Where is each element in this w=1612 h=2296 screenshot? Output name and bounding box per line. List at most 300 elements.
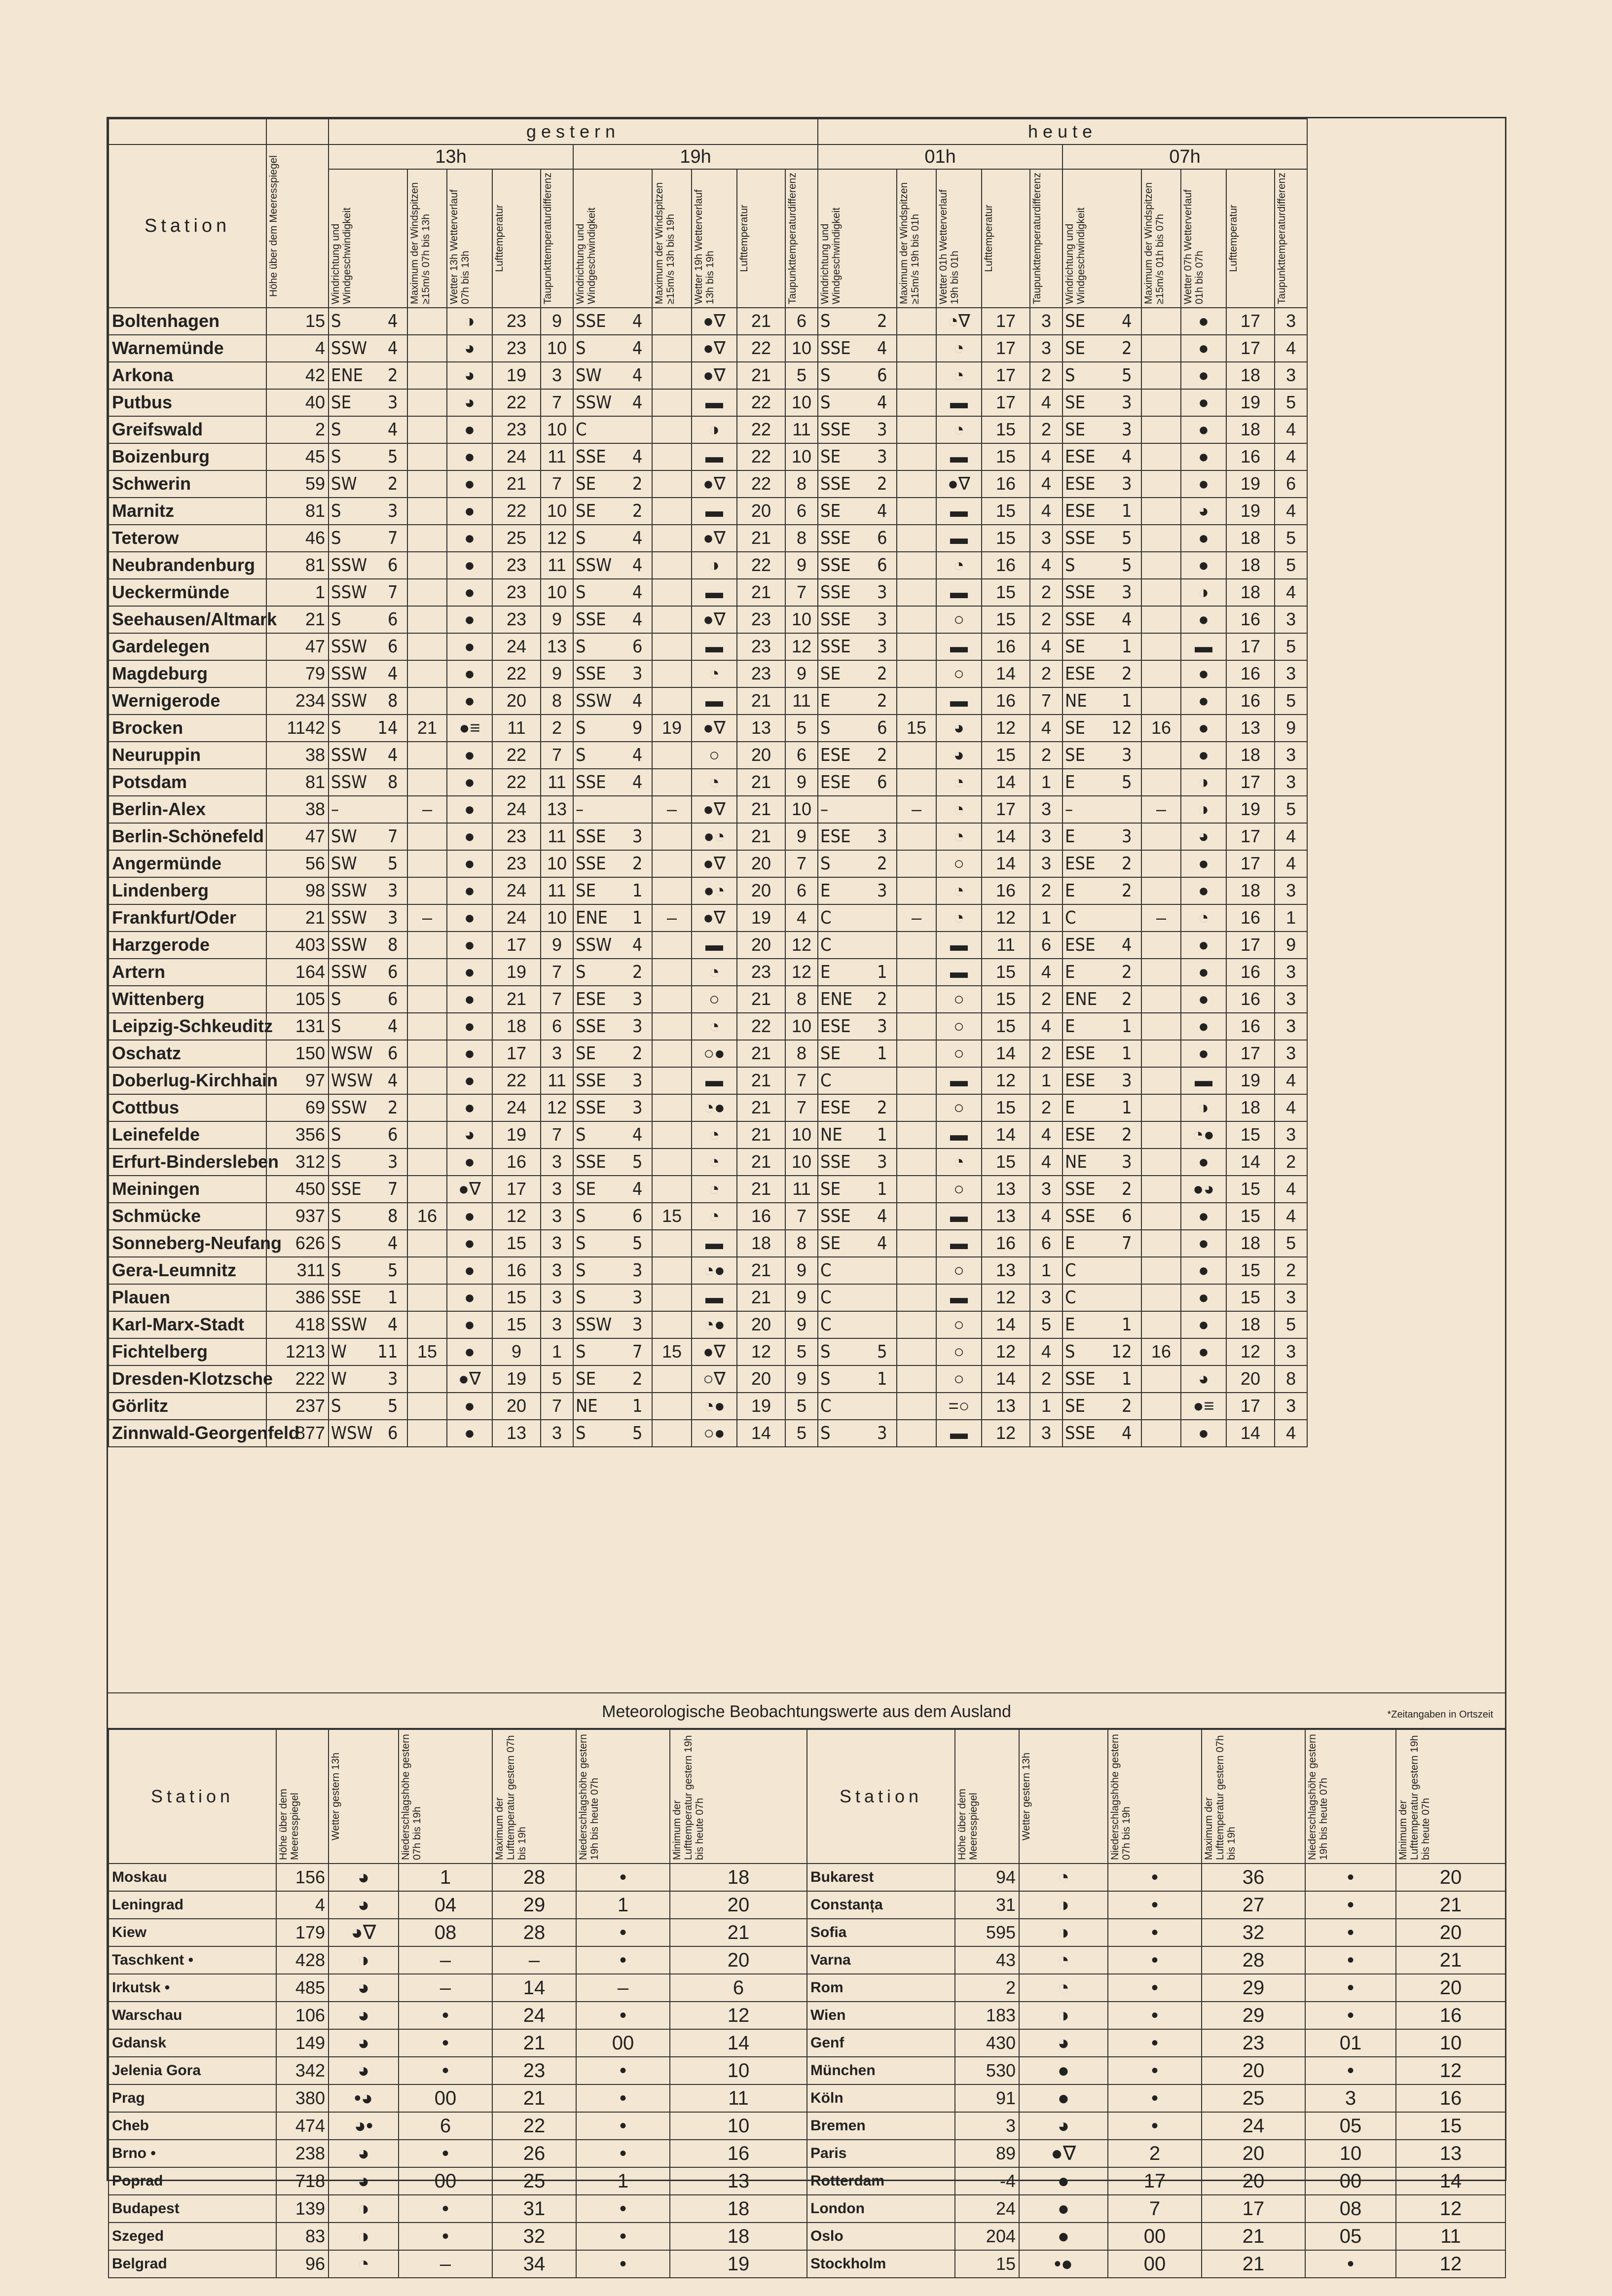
dewpoint-diff-cell: 5 [1275, 796, 1307, 823]
weather-symbol: ◔ [936, 796, 982, 823]
station-row [109, 416, 1307, 443]
weather-symbol: ● [1181, 1257, 1226, 1284]
gust-cell [897, 389, 936, 416]
weather-symbol: ▬ [692, 1230, 737, 1257]
gust-cell [1141, 769, 1181, 796]
gust-cell: – [652, 796, 692, 823]
wind-cell: SE 3 [1062, 416, 1141, 443]
abroad-precip-night: • [1305, 2057, 1396, 2084]
abroad-row [807, 2167, 1505, 2195]
gust-cell: 15 [652, 1338, 692, 1365]
station-name: Karl-Marx-Stadt [109, 1311, 266, 1338]
weather-symbol: ○ [936, 1040, 982, 1067]
weather-symbol: ● [1181, 389, 1226, 416]
gust-cell [1141, 1067, 1181, 1094]
dewpoint-diff-cell: 3 [1275, 1040, 1307, 1067]
temperature-cell: 23 [492, 606, 541, 633]
wind-cell: SSW 6 [329, 633, 407, 660]
gust-cell [897, 687, 936, 715]
wind-cell: S 4 [573, 525, 652, 552]
abroad-weather: ◑ [329, 2223, 399, 2250]
weather-symbol: ◔ [692, 1203, 737, 1230]
abroad-min-temp: 13 [670, 2167, 807, 2195]
dewpoint-diff-cell: 6 [1030, 1230, 1062, 1257]
gust-cell [897, 1013, 936, 1040]
abroad-table-right [806, 1729, 1506, 2278]
abroad-note: *Zeitangaben in Ortszeit [1387, 1709, 1493, 1720]
gust-cell [897, 1284, 936, 1311]
temperature-cell: 20 [737, 742, 785, 769]
abroad-weather: ● [1019, 2084, 1108, 2112]
wind-cell: S 8 [329, 1203, 407, 1230]
weather-symbol: ● [447, 796, 492, 823]
temperature-cell: 16 [1226, 443, 1275, 470]
temperature-cell: 15 [492, 1311, 541, 1338]
wind-cell: S 4 [818, 389, 897, 416]
wind-cell: SE 4 [818, 498, 897, 525]
weather-symbol: ● [447, 1067, 492, 1094]
weather-symbol: ▬ [936, 525, 982, 552]
weather-symbol: ● [447, 443, 492, 470]
col-header-c19-0: Windrichtung und Windgeschwindigkeit [573, 169, 652, 308]
wind-cell: E 2 [1062, 959, 1141, 986]
weather-symbol: ▬ [692, 389, 737, 416]
gust-cell [1141, 1094, 1181, 1121]
gust-cell: – [652, 904, 692, 932]
abroad-height: 149 [276, 2029, 329, 2057]
wind-cell: SE 2 [573, 470, 652, 498]
abroad-weather: •◕ [329, 2084, 399, 2112]
wind-cell: SSW 8 [329, 687, 407, 715]
wind-cell: C [818, 1284, 897, 1311]
wind-cell: ESE 3 [818, 1013, 897, 1040]
abroad-height: 474 [276, 2112, 329, 2140]
abroad-height: 24 [955, 2195, 1019, 2223]
gust-cell [1141, 1148, 1181, 1176]
dewpoint-diff-cell: 2 [1030, 362, 1062, 389]
dewpoint-diff-cell: 3 [1275, 877, 1307, 904]
abroad-row [807, 2112, 1505, 2140]
dewpoint-diff-cell: 5 [785, 362, 818, 389]
station-height: 47 [266, 633, 329, 660]
wind-cell: ESE 2 [1062, 660, 1141, 687]
station-row [109, 1148, 1307, 1176]
dewpoint-diff-cell: 11 [541, 877, 573, 904]
gust-cell [897, 362, 936, 389]
abroad-col-header: Niederschlagshöhe gestern 07h bis 19h [399, 1729, 492, 1864]
station-row [109, 823, 1307, 850]
weather-symbol: ● [447, 660, 492, 687]
abroad-weather: ◔ [1019, 1864, 1108, 1891]
wind-cell: E 1 [1062, 1311, 1141, 1338]
wind-cell: SSE 3 [573, 1013, 652, 1040]
gust-cell [1141, 416, 1181, 443]
weather-symbol: ○ [936, 606, 982, 633]
gust-cell [1141, 1393, 1181, 1420]
station-height: 38 [266, 796, 329, 823]
weather-symbol: ◑ [692, 552, 737, 579]
wind-cell: S 3 [573, 1284, 652, 1311]
weather-symbol: ▬ [692, 932, 737, 959]
abroad-min-temp: 16 [670, 2140, 807, 2167]
abroad-station: Cheb [109, 2112, 276, 2140]
weather-symbol: ◑ [447, 308, 492, 335]
abroad-max-temp: 28 [492, 1919, 576, 1946]
weather-symbol: ◕ [936, 715, 982, 742]
gust-cell [407, 1420, 447, 1447]
abroad-precip-day: • [399, 2223, 492, 2250]
temperature-cell: 17 [492, 1040, 541, 1067]
wind-cell: SSE 3 [573, 660, 652, 687]
temperature-cell: 16 [982, 470, 1030, 498]
wind-cell: C [1062, 1257, 1141, 1284]
weather-symbol: =○ [936, 1393, 982, 1420]
dewpoint-diff-cell: 3 [1030, 525, 1062, 552]
dewpoint-diff-cell: 3 [1030, 850, 1062, 877]
wind-cell: S 4 [329, 416, 407, 443]
temperature-cell: 13 [982, 1257, 1030, 1284]
wind-cell: SSE 3 [818, 416, 897, 443]
weather-symbol: ● [447, 850, 492, 877]
weather-symbol: ○● [692, 1040, 737, 1067]
heute-header: heute [818, 119, 1307, 144]
weather-symbol: ▬ [936, 1203, 982, 1230]
abroad-station: Jelenia Gora [109, 2057, 276, 2084]
gust-cell [897, 525, 936, 552]
station-name: Doberlug-Kirchhain [109, 1067, 266, 1094]
dewpoint-diff-cell: 1 [541, 1338, 573, 1365]
temperature-cell: 23 [737, 606, 785, 633]
temperature-cell: 21 [737, 1284, 785, 1311]
weather-symbol: ▬ [692, 1284, 737, 1311]
temperature-cell: 20 [737, 932, 785, 959]
abroad-max-temp: 20 [1202, 2167, 1305, 2195]
weather-symbol: ▬ [692, 687, 737, 715]
weather-symbol: ▬ [692, 443, 737, 470]
gust-cell: 16 [1141, 1338, 1181, 1365]
station-height: 98 [266, 877, 329, 904]
weather-symbol: ◔ [936, 877, 982, 904]
abroad-height: 31 [955, 1891, 1019, 1919]
station-name: Gardelegen [109, 633, 266, 660]
dewpoint-diff-cell: 2 [1275, 1257, 1307, 1284]
abroad-min-temp: 15 [1396, 2112, 1505, 2140]
weather-symbol: ● [1181, 308, 1226, 335]
temperature-cell: 23 [492, 552, 541, 579]
abroad-station: München [807, 2057, 955, 2084]
abroad-min-temp: 12 [1396, 2057, 1505, 2084]
abroad-precip-night: • [576, 2223, 670, 2250]
station-height: 1142 [266, 715, 329, 742]
abroad-height: 96 [276, 2250, 329, 2278]
abroad-max-temp: – [492, 1946, 576, 1974]
gust-cell [652, 959, 692, 986]
gust-cell [407, 443, 447, 470]
dewpoint-diff-cell: 7 [785, 850, 818, 877]
time-07h-header: 07h [1062, 144, 1307, 169]
temperature-cell: 22 [737, 389, 785, 416]
station-height: 356 [266, 1121, 329, 1148]
abroad-row [109, 1864, 807, 1891]
abroad-height: 2 [955, 1974, 1019, 2002]
station-height: 81 [266, 552, 329, 579]
dewpoint-diff-cell: 4 [1030, 1203, 1062, 1230]
wind-cell: C [1062, 904, 1141, 932]
abroad-station: Irkutsk • [109, 1974, 276, 2002]
station-height: 21 [266, 904, 329, 932]
weather-symbol: ▬ [936, 1067, 982, 1094]
dewpoint-diff-cell: 10 [785, 1013, 818, 1040]
temperature-cell: 16 [982, 552, 1030, 579]
abroad-weather: ◕ [329, 2029, 399, 2057]
wind-cell: C [1062, 1284, 1141, 1311]
wind-cell: SE 2 [573, 498, 652, 525]
col-header-c13-0: Windrichtung und Windgeschwindigkeit [329, 169, 407, 308]
temperature-cell: 9 [492, 1338, 541, 1365]
weather-symbol: ● [447, 1420, 492, 1447]
dewpoint-diff-cell: 9 [785, 660, 818, 687]
wind-cell: SSW 4 [329, 742, 407, 769]
weather-symbol: ● [447, 932, 492, 959]
weather-symbol: ● [1181, 687, 1226, 715]
weather-symbol: ▬ [936, 443, 982, 470]
abroad-row [109, 2029, 807, 2057]
station-name: Berlin-Schönefeld [109, 823, 266, 850]
wind-cell: – [329, 796, 407, 823]
weather-symbol: ● [447, 687, 492, 715]
abroad-weather: ◔ [329, 2250, 399, 2278]
temperature-cell: 12 [982, 1420, 1030, 1447]
gust-cell [897, 932, 936, 959]
gust-cell: 15 [652, 1203, 692, 1230]
temperature-cell: 14 [737, 1420, 785, 1447]
temperature-cell: 20 [737, 498, 785, 525]
gust-cell [652, 1176, 692, 1203]
wind-cell: – [1062, 796, 1141, 823]
gust-cell [652, 932, 692, 959]
wind-cell: E 1 [1062, 1013, 1141, 1040]
station-name: Boizenburg [109, 443, 266, 470]
station-row [109, 796, 1307, 823]
station-row [109, 850, 1307, 877]
gust-cell [407, 1311, 447, 1338]
gust-cell [407, 470, 447, 498]
wind-cell: SE 3 [1062, 742, 1141, 769]
dewpoint-diff-cell: 4 [1275, 1420, 1307, 1447]
col-header-c13-1: Maximum der Windspitzen ≥15m/s 07h bis 13h [407, 169, 447, 308]
station-name: Potsdam [109, 769, 266, 796]
wind-cell: SE 4 [573, 1176, 652, 1203]
gust-cell [407, 1148, 447, 1176]
temperature-cell: 17 [1226, 633, 1275, 660]
abroad-station: Rotterdam [807, 2167, 955, 2195]
abroad-weather: ◕ [329, 2140, 399, 2167]
abroad-max-temp: 17 [1202, 2195, 1305, 2223]
abroad-weather: ◑ [1019, 2002, 1108, 2029]
weather-symbol: ● [1181, 525, 1226, 552]
gust-cell [652, 1393, 692, 1420]
weather-symbol: ● [1181, 416, 1226, 443]
dewpoint-diff-cell: 3 [541, 1230, 573, 1257]
wind-cell: SSE 4 [1062, 606, 1141, 633]
wind-cell: S 6 [329, 1121, 407, 1148]
abroad-station: Warschau [109, 2002, 276, 2029]
weather-symbol: ○ [936, 1338, 982, 1365]
dewpoint-diff-cell: 7 [785, 1067, 818, 1094]
wind-cell: E 2 [818, 687, 897, 715]
dewpoint-diff-cell: 1 [1030, 1257, 1062, 1284]
abroad-precip-night: • [1305, 2002, 1396, 2029]
dewpoint-diff-cell: 3 [1030, 796, 1062, 823]
station-row [109, 335, 1307, 362]
abroad-precip-night: • [1305, 1864, 1396, 1891]
gust-cell [652, 660, 692, 687]
wind-cell: E 3 [1062, 823, 1141, 850]
col-header-c01-2: Wetter 01h Wetterverlauf 19h bis 01h [936, 169, 982, 308]
station-row [109, 986, 1307, 1013]
temperature-cell: 15 [982, 498, 1030, 525]
dewpoint-diff-cell: 4 [1275, 416, 1307, 443]
dewpoint-diff-cell: 4 [1275, 443, 1307, 470]
abroad-precip-day: 00 [1108, 2223, 1202, 2250]
gust-cell [407, 1067, 447, 1094]
station-name: Plauen [109, 1284, 266, 1311]
weather-symbol: ○ [936, 1013, 982, 1040]
gust-cell [407, 959, 447, 986]
dewpoint-diff-cell: 4 [1030, 470, 1062, 498]
abroad-row [109, 2002, 807, 2029]
abroad-row [109, 2195, 807, 2223]
weather-symbol: ● [447, 579, 492, 606]
wind-cell: SSE 5 [1062, 525, 1141, 552]
abroad-row [807, 2002, 1505, 2029]
wind-cell: SE 3 [818, 443, 897, 470]
dewpoint-diff-cell: 6 [785, 498, 818, 525]
weather-symbol: ● [1181, 1203, 1226, 1230]
abroad-height: 380 [276, 2084, 329, 2112]
abroad-height: 3 [955, 2112, 1019, 2140]
dewpoint-diff-cell: 4 [1030, 1121, 1062, 1148]
gust-cell [1141, 687, 1181, 715]
dewpoint-diff-cell: 4 [1030, 633, 1062, 660]
station-height: 105 [266, 986, 329, 1013]
gust-cell [652, 362, 692, 389]
station-height: 81 [266, 769, 329, 796]
station-name: Putbus [109, 389, 266, 416]
abroad-col-header: Maximum der Lufttemperatur gestern 07h bis 19h [1202, 1729, 1305, 1864]
weather-symbol: ▬ [936, 633, 982, 660]
temperature-cell: 21 [737, 823, 785, 850]
gust-cell [897, 443, 936, 470]
station-name: Ueckermünde [109, 579, 266, 606]
weather-symbol: ●∇ [692, 362, 737, 389]
weather-symbol: ● [447, 606, 492, 633]
gust-cell: 21 [407, 715, 447, 742]
abroad-height: 530 [955, 2057, 1019, 2084]
station-row [109, 1365, 1307, 1393]
weather-symbol: ● [447, 1338, 492, 1365]
temperature-cell: 21 [737, 579, 785, 606]
temperature-cell: 15 [982, 606, 1030, 633]
wind-cell: ESE 3 [1062, 470, 1141, 498]
temperature-cell: 22 [492, 742, 541, 769]
dewpoint-diff-cell: 9 [1275, 932, 1307, 959]
temperature-cell: 19 [737, 904, 785, 932]
abroad-row [109, 2140, 807, 2167]
abroad-max-temp: 26 [492, 2140, 576, 2167]
station-row [109, 1338, 1307, 1365]
gust-cell [652, 1365, 692, 1393]
abroad-station: Taschkent • [109, 1946, 276, 1974]
temperature-cell: 12 [982, 1067, 1030, 1094]
dewpoint-diff-cell: 6 [541, 1013, 573, 1040]
temperature-cell: 14 [1226, 1148, 1275, 1176]
abroad-weather: ◑ [329, 1946, 399, 1974]
weather-symbol: ● [1181, 959, 1226, 986]
station-row [109, 1230, 1307, 1257]
abroad-min-temp: 20 [1396, 1919, 1505, 1946]
wind-cell: S 4 [329, 1230, 407, 1257]
weather-symbol: ● [447, 1284, 492, 1311]
col-header-c07-2: Wetter 07h Wetterverlauf 01h bis 07h [1181, 169, 1226, 308]
weather-symbol: ●∇ [692, 904, 737, 932]
station-name: Oschatz [109, 1040, 266, 1067]
gust-cell [897, 1420, 936, 1447]
weather-symbol: ● [1181, 850, 1226, 877]
wind-cell: ENE 2 [1062, 986, 1141, 1013]
abroad-weather: ● [1019, 2167, 1108, 2195]
station-row [109, 362, 1307, 389]
abroad-min-temp: 6 [670, 1974, 807, 2002]
gust-cell [897, 823, 936, 850]
weather-symbol: ○ [936, 1365, 982, 1393]
gust-cell [407, 877, 447, 904]
abroad-height: 428 [276, 1946, 329, 1974]
temperature-cell: 17 [1226, 335, 1275, 362]
temperature-cell: 24 [492, 633, 541, 660]
temperature-cell: 17 [982, 796, 1030, 823]
wind-cell: SW 7 [329, 823, 407, 850]
temperature-cell: 21 [737, 769, 785, 796]
temperature-cell: 16 [492, 1257, 541, 1284]
weather-symbol: ● [1181, 660, 1226, 687]
dewpoint-diff-cell: 12 [541, 1094, 573, 1121]
abroad-max-temp: 29 [1202, 2002, 1305, 2029]
weather-symbol: ●◔ [692, 877, 737, 904]
temperature-cell: 12 [982, 904, 1030, 932]
abroad-precip-night: 00 [576, 2029, 670, 2057]
temperature-cell: 18 [1226, 416, 1275, 443]
station-name: Leipzig-Schkeuditz [109, 1013, 266, 1040]
dewpoint-diff-cell: 3 [1275, 1393, 1307, 1420]
gust-cell [652, 633, 692, 660]
station-height: 69 [266, 1094, 329, 1121]
station-height: 38 [266, 742, 329, 769]
station-height: 1213 [266, 1338, 329, 1365]
dewpoint-diff-cell: 3 [1275, 1121, 1307, 1148]
weather-symbol: ▬ [936, 959, 982, 986]
station-name: Warnemünde [109, 335, 266, 362]
wind-cell: E 5 [1062, 769, 1141, 796]
dewpoint-diff-cell: 3 [541, 1040, 573, 1067]
abroad-weather: ◕ [329, 1864, 399, 1891]
dewpoint-diff-cell: 5 [1275, 389, 1307, 416]
station-name: Boltenhagen [109, 308, 266, 335]
abroad-weather: ◕ [329, 2167, 399, 2195]
dewpoint-diff-cell: 9 [785, 552, 818, 579]
abroad-precip-day: • [1108, 2029, 1202, 2057]
station-name: Angermünde [109, 850, 266, 877]
